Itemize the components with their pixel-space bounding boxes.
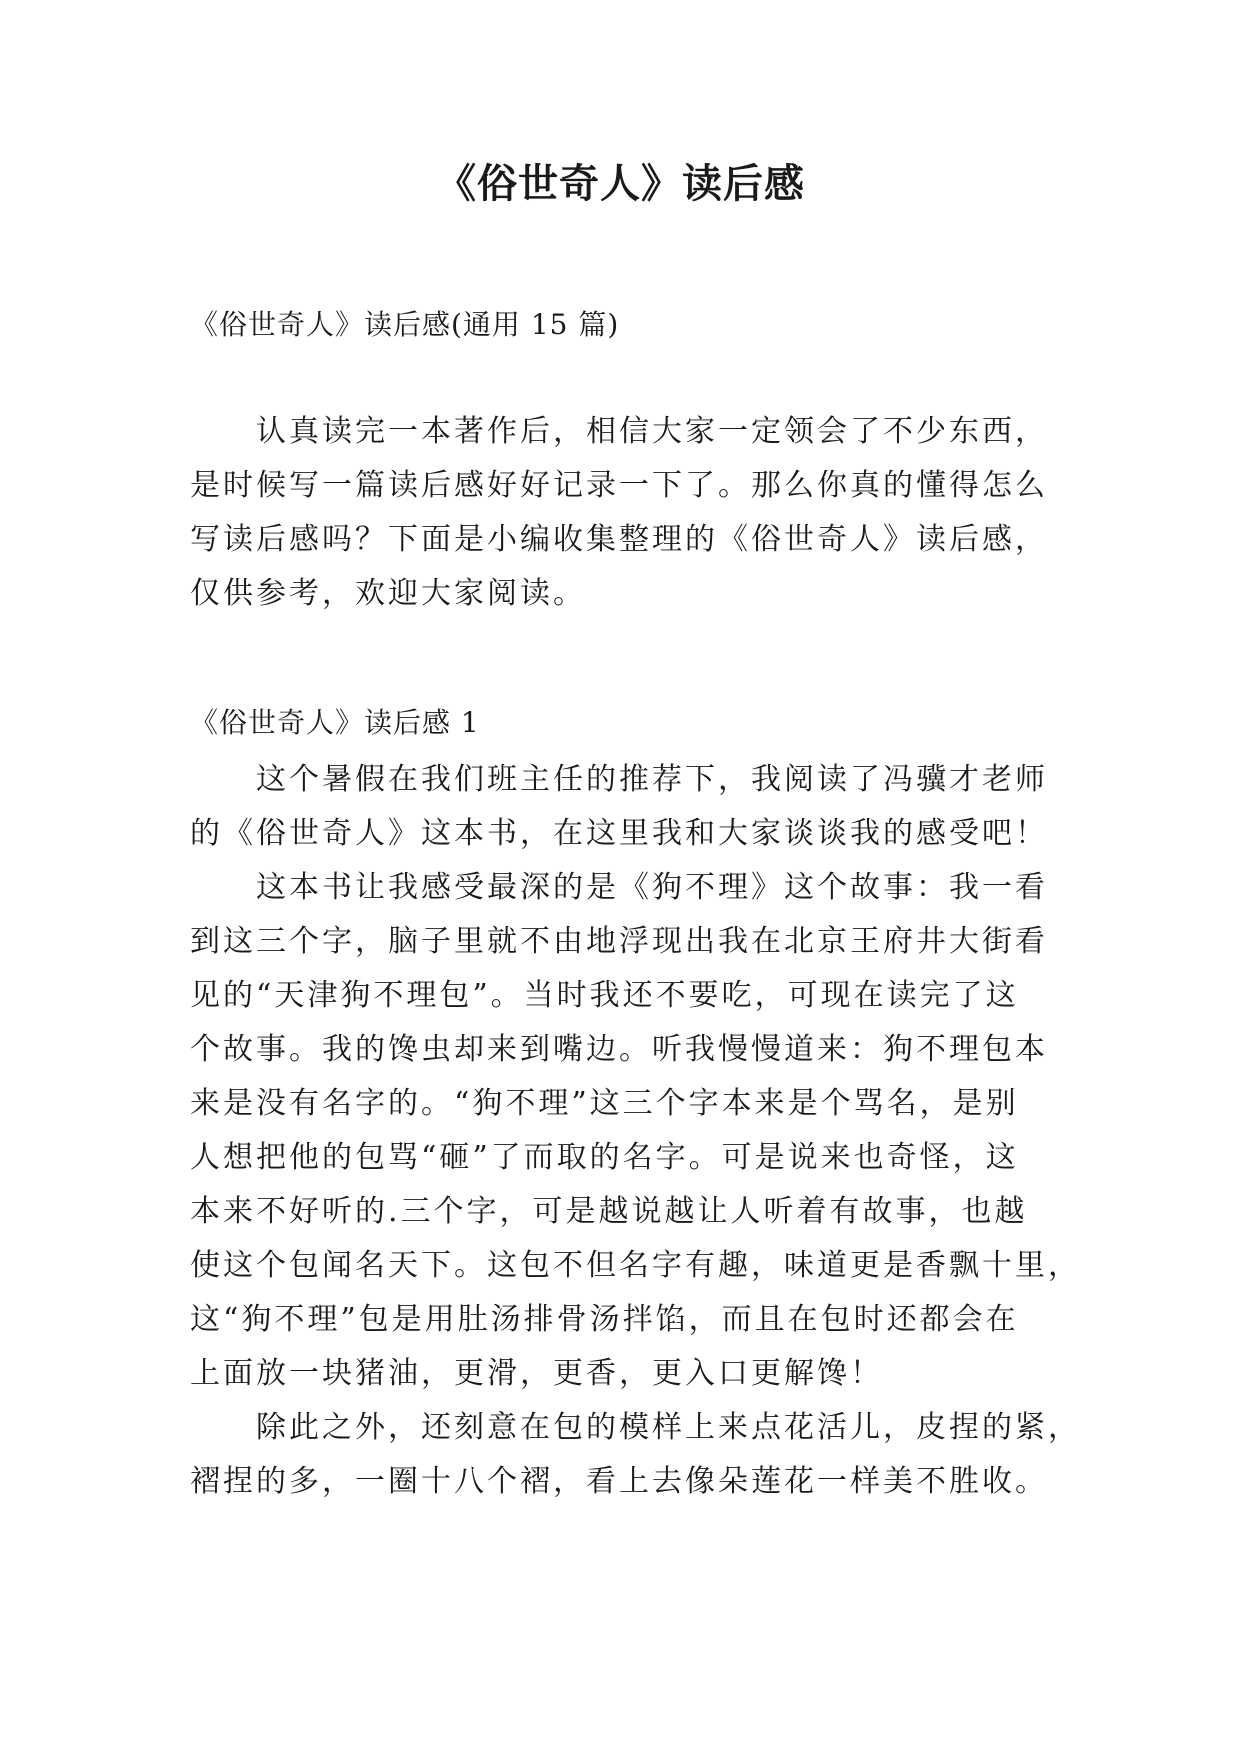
body-line: 人想把他的包骂“砸”了而取的名字。可是说来也奇怪，这 <box>190 1140 1019 1175</box>
body-line: 个故事。我的馋虫却来到嘴边。听我慢慢道来：狗不理包本 <box>190 1032 1048 1067</box>
intro-paragraph <box>190 405 1070 621</box>
section-heading: 《俗世奇人》读后感 1 <box>190 706 480 739</box>
intro-line: 写读后感吗？下面是小编收集整理的《俗世奇人》读后感， <box>190 522 1048 557</box>
body-line: 使这个包闻名天下。这包不但名字有趣，味道更是香飘十里， <box>190 1248 1081 1283</box>
body-line: 这本书让我感受最深的是《狗不理》这个故事：我一看 <box>190 870 1048 905</box>
body-line: 到这三个字，脑子里就不由地浮现出我在北京王府井大街看 <box>190 924 1048 959</box>
document-subtitle: 《俗世奇人》读后感(通用 15 篇) <box>190 308 620 341</box>
document-title: 《俗世奇人》读后感 <box>436 160 805 207</box>
body-line: 本来不好听的.三个字，可是越说越让人听着有故事，也越 <box>190 1194 1028 1229</box>
body-line: 这“狗不理”包是用肚汤排骨汤拌馅，而且在包时还都会在 <box>190 1302 1019 1337</box>
body-line: 来是没有名字的。“狗不理”这三个字本来是个骂名，是别 <box>190 1086 1019 1121</box>
body-line: 除此之外，还刻意在包的模样上来点花活儿，皮捏的紧， <box>190 1410 1081 1445</box>
body-line: 上面放一块猪油，更滑，更香，更入口更解馋！ <box>190 1356 883 1391</box>
body-line: 这个暑假在我们班主任的推荐下，我阅读了冯骥才老师 <box>190 762 1048 797</box>
body-line: 褶捏的多，一圈十八个褶，看上去像朵莲花一样美不胜收。 <box>190 1464 1048 1499</box>
intro-line: 认真读完一本著作后，相信大家一定领会了不少东西， <box>190 414 1048 449</box>
intro-line: 是时候写一篇读后感好好记录一下了。那么你真的懂得怎么 <box>190 468 1048 503</box>
section-body <box>190 753 1081 1509</box>
intro-line: 仅供参考，欢迎大家阅读。 <box>190 576 586 611</box>
body-line: 的《俗世奇人》这本书，在这里我和大家谈谈我的感受吧！ <box>190 816 1048 851</box>
body-line: 见的“天津狗不理包”。当时我还不要吃，可现在读完了这 <box>190 978 1019 1013</box>
